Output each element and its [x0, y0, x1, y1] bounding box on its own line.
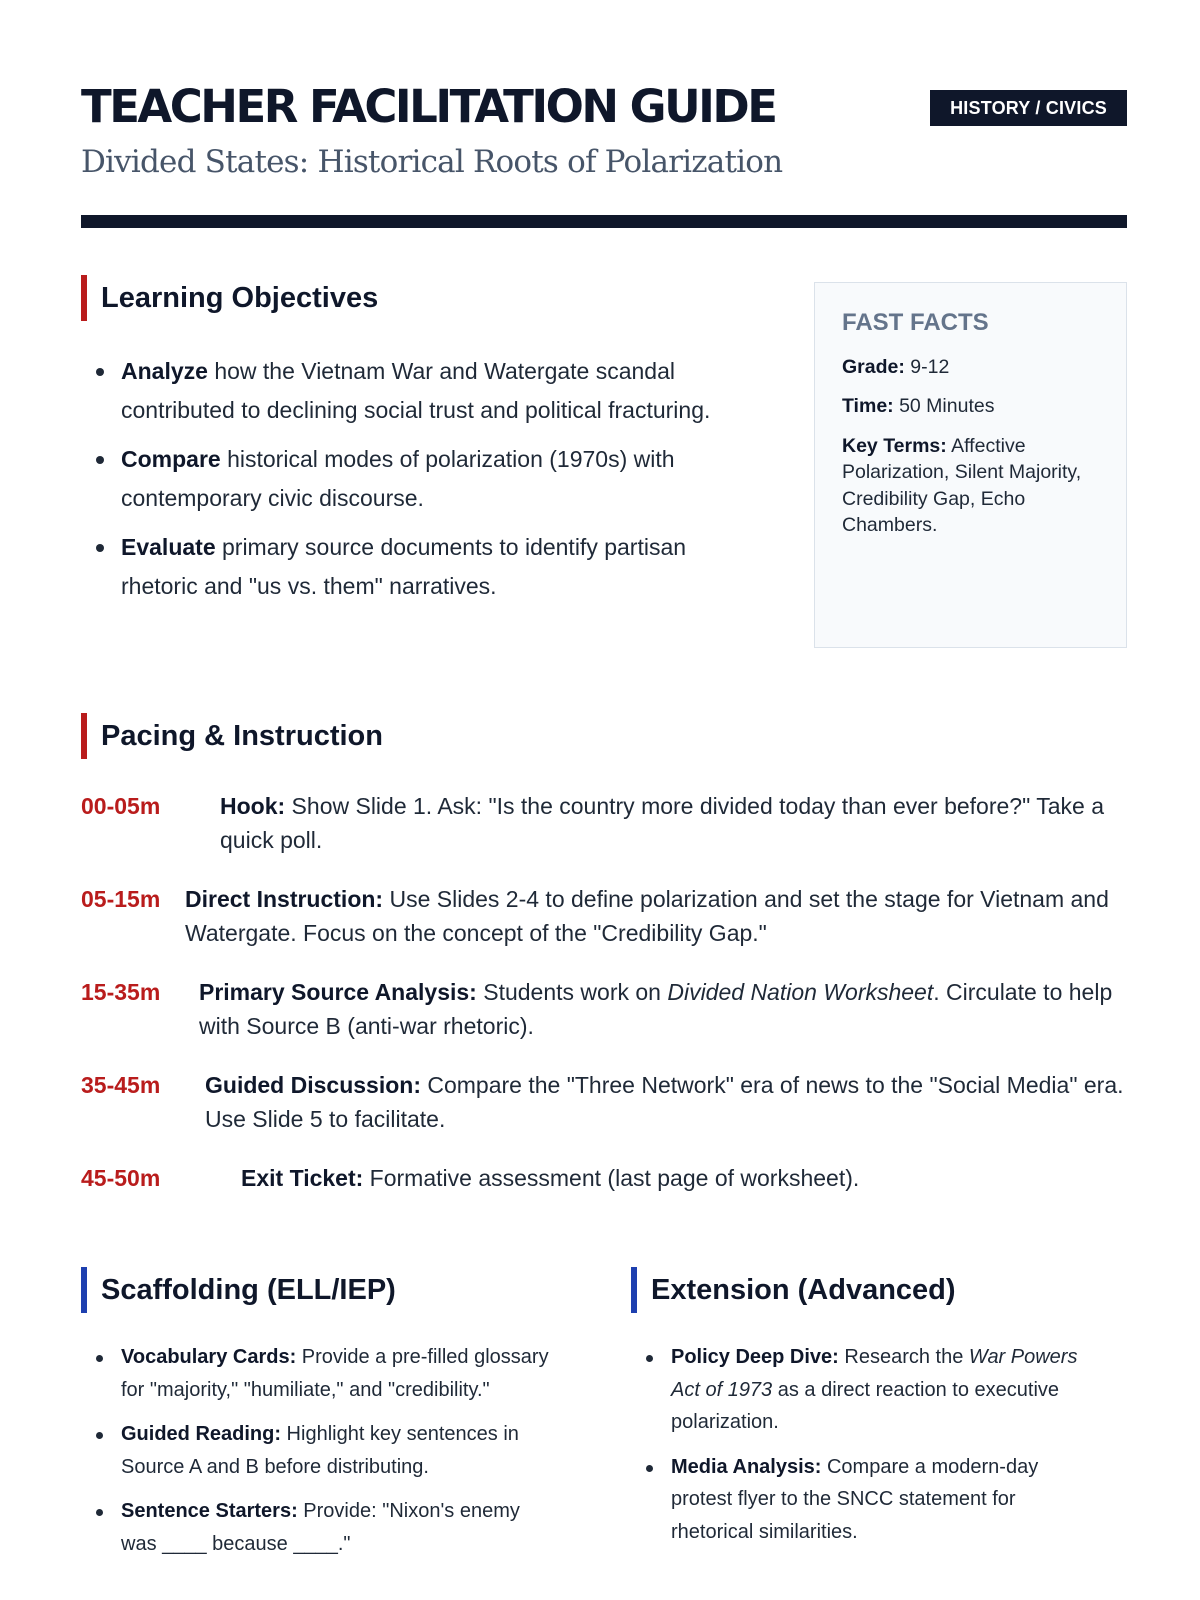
- pacing-description: [185, 882, 1127, 950]
- fact-label: Grade:: [842, 355, 905, 378]
- pacing-text: . Circulate to help with Source B (anti-war rhetoric).: [199, 979, 1113, 1039]
- objective-verb: Compare: [121, 446, 221, 472]
- list-item: [81, 1495, 551, 1560]
- scaffolding-list: [81, 1341, 551, 1572]
- pacing-description: [199, 975, 1127, 1043]
- item-label: Vocabulary Cards:: [121, 1346, 297, 1368]
- pacing-label: Exit Ticket:: [241, 1165, 364, 1191]
- pacing-text: Formative assessment (last page of worksheet).: [363, 1165, 860, 1191]
- objective-verb: Analyze: [121, 358, 208, 384]
- objectives-heading: [81, 275, 378, 321]
- section-accent-bar: [631, 1267, 637, 1313]
- fact-value: 50 Minutes: [893, 395, 995, 418]
- list-item: [631, 1451, 1091, 1549]
- pacing-time: 15-35m: [81, 979, 161, 1005]
- pacing-time: 00-05m: [81, 793, 161, 819]
- list-item: [81, 1418, 551, 1483]
- fact-value: Affective Polarization, Silent Majority, Credibility Gap, Echo Chambers.: [842, 434, 1082, 537]
- list-item: [81, 352, 761, 429]
- pacing-label: Guided Discussion:: [205, 1072, 421, 1098]
- objective-verb: Evaluate: [121, 534, 216, 560]
- fact-label: Time:: [842, 395, 894, 418]
- pacing-description: [220, 789, 1127, 857]
- pacing-text: Students work on: [476, 979, 668, 1005]
- guide-page: [81, 0, 1127, 1600]
- pacing-heading: [81, 713, 383, 759]
- pacing-time: 05-15m: [81, 886, 161, 912]
- pacing-label: Hook:: [220, 793, 286, 819]
- pacing-text: Compare the "Three Network" era of news to the "Social Media" era. Use Slide 5 to facilitate.: [205, 1072, 1124, 1132]
- item-label: Guided Reading:: [121, 1423, 281, 1445]
- item-text: Provide a pre-filled glossary for "majority," "humiliate," and "credibility.": [121, 1346, 549, 1401]
- list-item: [631, 1341, 1091, 1439]
- pacing-text: Use Slides 2-4 to define polarization and set the stage for Vietnam and Watergate. Focus on the concept of the "Credibility Gap.": [185, 886, 1109, 946]
- section-accent-bar: [81, 713, 87, 759]
- extension-heading-text: Extension (Advanced): [651, 1274, 956, 1306]
- item-label: Media Analysis:: [671, 1455, 822, 1478]
- pacing-row: [81, 1068, 1127, 1136]
- fact-value: 9-12: [904, 355, 950, 378]
- pacing-description: [205, 1068, 1127, 1136]
- item-text: as a direct reaction to executive polarization.: [671, 1378, 1060, 1433]
- objective-text: how the Vietnam War and Watergate scandal contributed to declining social trust and political fracturing.: [121, 358, 711, 423]
- fact-time: [842, 393, 1099, 420]
- item-text: Research the: [838, 1346, 969, 1368]
- fast-facts-box: [814, 282, 1127, 648]
- item-label: Sentence Starters:: [121, 1500, 298, 1522]
- fact-grade: [842, 354, 1099, 381]
- objective-text: primary source documents to identify partisan rhetoric and "us vs. them" narratives.: [121, 534, 687, 599]
- fact-key-terms: [842, 433, 1099, 539]
- worksheet-title: Divided Nation Worksheet: [667, 979, 934, 1005]
- pacing-description: [241, 1161, 1127, 1195]
- objective-text: historical modes of polarization (1970s) with contemporary civic discourse.: [121, 446, 675, 511]
- page-subtitle: Divided States: Historical Roots of Polarization: [81, 144, 783, 180]
- pacing-label: Primary Source Analysis:: [199, 979, 477, 1005]
- act-title: War Powers Act of 1973: [671, 1346, 1078, 1401]
- pacing-label: Direct Instruction:: [185, 886, 384, 912]
- pacing-text: Show Slide 1. Ask: "Is the country more divided today than ever before?" Take a quick poll.: [220, 793, 1104, 853]
- extension-list: [631, 1341, 1091, 1560]
- pacing-row: [81, 882, 1127, 950]
- list-item: [81, 440, 761, 517]
- item-text: Provide: "Nixon's enemy was ____ because ____.": [121, 1500, 520, 1555]
- pacing-row: [81, 789, 1127, 857]
- objectives-list: [81, 352, 761, 616]
- pacing-time: 45-50m: [81, 1165, 161, 1191]
- header-divider: [81, 215, 1127, 228]
- pacing-row: [81, 1161, 1127, 1195]
- list-item: [81, 1341, 551, 1406]
- fast-facts-title: FAST FACTS: [842, 309, 989, 336]
- item-label: Policy Deep Dive:: [671, 1346, 839, 1368]
- section-accent-bar: [81, 275, 87, 321]
- scaffolding-heading: [81, 1267, 396, 1313]
- item-text: Highlight key sentences in Source A and B before distributing.: [121, 1423, 519, 1478]
- subject-badge: HISTORY / CIVICS: [930, 90, 1127, 126]
- item-text: Compare a modern-day protest flyer to the SNCC statement for rhetorical similarities.: [671, 1455, 1039, 1543]
- extension-heading: [631, 1267, 956, 1313]
- objectives-heading-text: Learning Objectives: [101, 282, 379, 314]
- fact-label: Key Terms:: [842, 434, 947, 457]
- pacing-heading-text: Pacing & Instruction: [101, 720, 383, 752]
- pacing-time: 35-45m: [81, 1072, 161, 1098]
- scaffolding-heading-text: Scaffolding (ELL/IEP): [101, 1274, 396, 1306]
- list-item: [81, 528, 761, 605]
- page-title: TEACHER FACILITATION GUIDE: [81, 80, 776, 133]
- section-accent-bar: [81, 1267, 87, 1313]
- pacing-row: [81, 975, 1127, 1043]
